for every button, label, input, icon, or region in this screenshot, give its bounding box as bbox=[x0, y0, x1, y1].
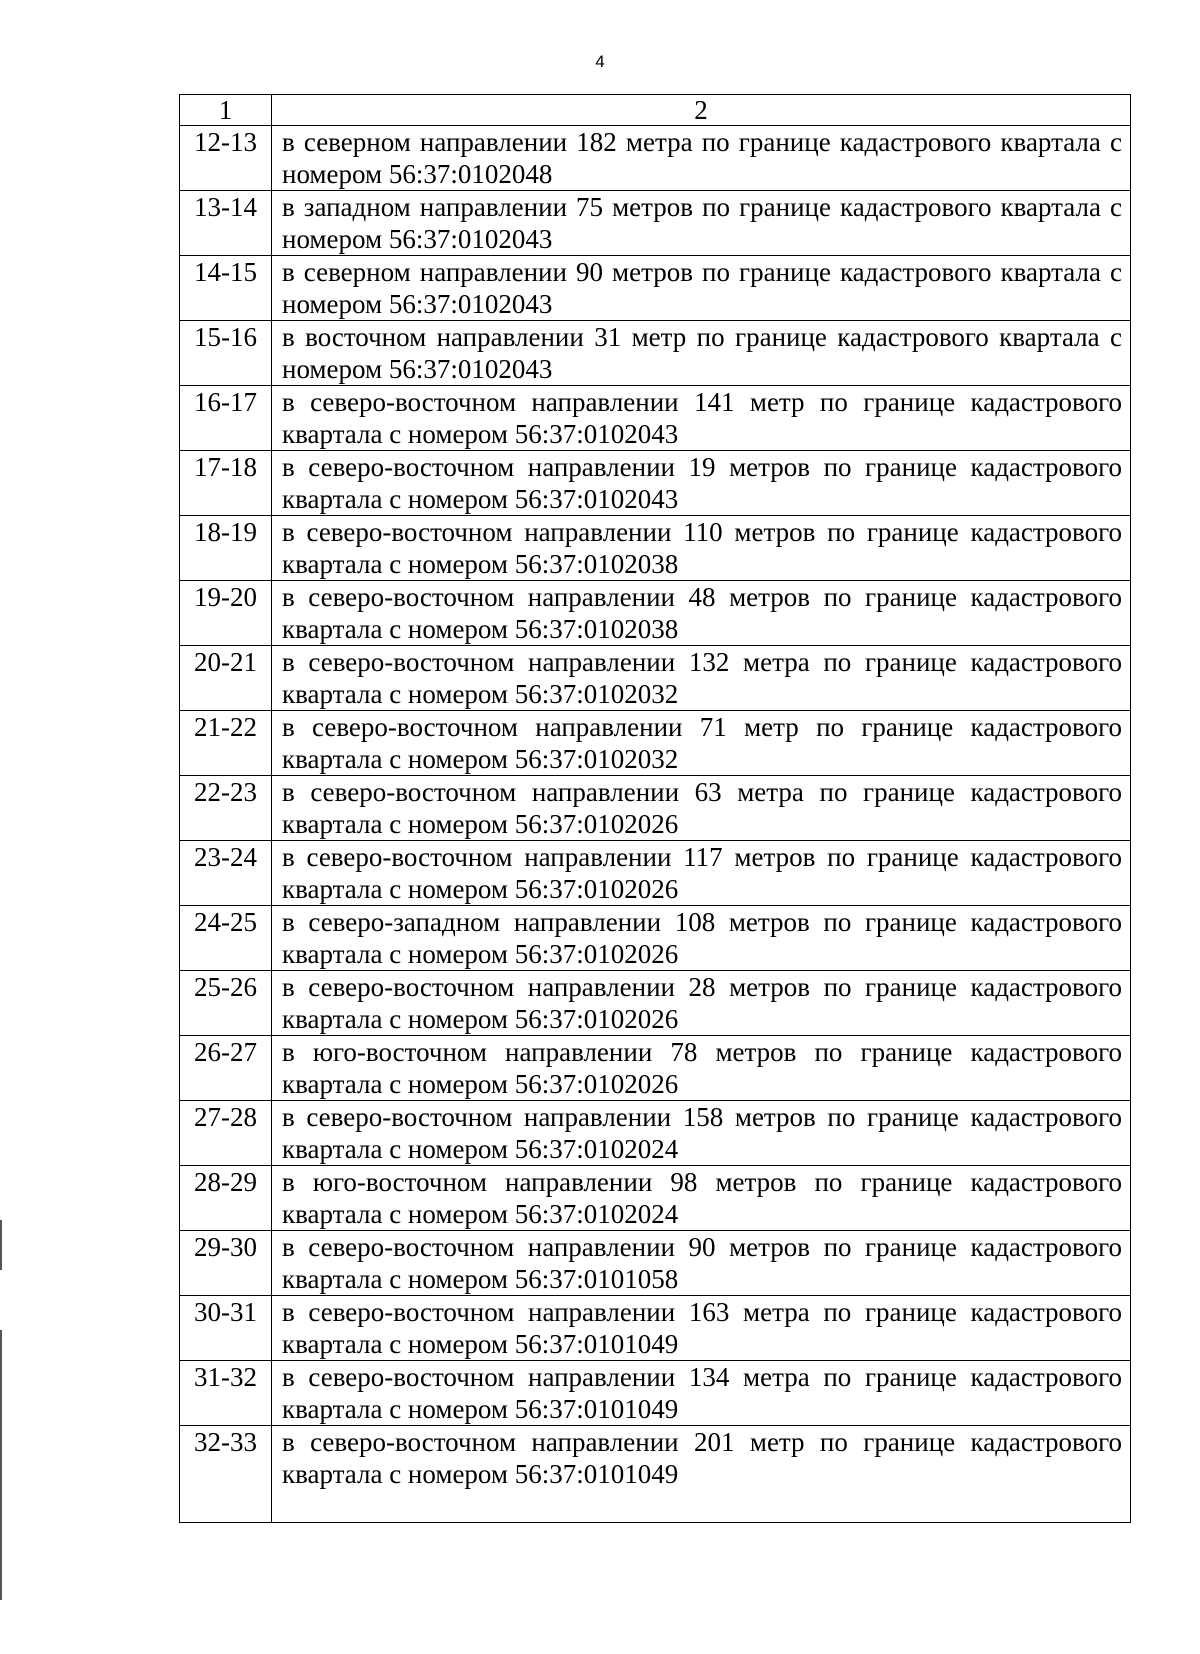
table-row bbox=[180, 906, 1131, 971]
segment-cell: 21-22 bbox=[180, 711, 272, 776]
description-cell: в северо-западном направлении 108 метров по границе кадастрового квартала с номером 56:37:0102026 bbox=[272, 906, 1131, 971]
segment-cell: 22-23 bbox=[180, 776, 272, 841]
segment-cell: 24-25 bbox=[180, 906, 272, 971]
description-cell: в юго-восточном направлении 98 метров по границе кадастрового квартала с номером 56:37:0102024 bbox=[272, 1166, 1131, 1231]
table-header-row bbox=[180, 95, 1131, 126]
table-row bbox=[180, 321, 1131, 386]
page-number: 4 bbox=[595, 52, 605, 71]
description-cell: в северо-восточном направлении 117 метров по границе кадастрового квартала с номером 56:37:0102026 bbox=[272, 841, 1131, 906]
segment-cell: 19-20 bbox=[180, 581, 272, 646]
description-cell: в северо-восточном направлении 28 метров по границе кадастрового квартала с номером 56:37:0102026 bbox=[272, 971, 1131, 1036]
segment-cell: 25-26 bbox=[180, 971, 272, 1036]
segment-cell: 32-33 bbox=[180, 1426, 272, 1523]
segment-cell: 30-31 bbox=[180, 1296, 272, 1361]
description-cell: в северо-восточном направлении 201 метр по границе кадастрового квартала с номером 56:37:0101049 bbox=[272, 1426, 1131, 1523]
segment-cell: 20-21 bbox=[180, 646, 272, 711]
description-cell: в северо-восточном направлении 48 метров по границе кадастрового квартала с номером 56:37:0102038 bbox=[272, 581, 1131, 646]
description-cell: в восточном направлении 31 метр по границе кадастрового квартала с номером 56:37:0102043 bbox=[272, 321, 1131, 386]
segment-cell: 15-16 bbox=[180, 321, 272, 386]
table-row bbox=[180, 646, 1131, 711]
table-row bbox=[180, 386, 1131, 451]
description-cell: в западном направлении 75 метров по границе кадастрового квартала с номером 56:37:0102043 bbox=[272, 191, 1131, 256]
segment-cell: 16-17 bbox=[180, 386, 272, 451]
table-row bbox=[180, 581, 1131, 646]
table-row bbox=[180, 1296, 1131, 1361]
segment-cell: 12-13 bbox=[180, 126, 272, 191]
table-row bbox=[180, 451, 1131, 516]
segment-cell: 14-15 bbox=[180, 256, 272, 321]
table-row bbox=[180, 971, 1131, 1036]
description-cell: в северо-восточном направлении 163 метра по границе кадастрового квартала с номером 56:37:0101049 bbox=[272, 1296, 1131, 1361]
boundary-table bbox=[179, 94, 1131, 1523]
segment-cell: 23-24 bbox=[180, 841, 272, 906]
segment-cell: 28-29 bbox=[180, 1166, 272, 1231]
segment-cell: 26-27 bbox=[180, 1036, 272, 1101]
description-cell: в северо-восточном направлении 141 метр по границе кадастрового квартала с номером 56:37:0102043 bbox=[272, 386, 1131, 451]
description-cell: в юго-восточном направлении 78 метров по границе кадастрового квартала с номером 56:37:0102026 bbox=[272, 1036, 1131, 1101]
segment-cell: 27-28 bbox=[180, 1101, 272, 1166]
margin-mark bbox=[0, 1330, 2, 1600]
table-row bbox=[180, 516, 1131, 581]
table-row bbox=[180, 256, 1131, 321]
segment-cell: 31-32 bbox=[180, 1361, 272, 1426]
table-row bbox=[180, 1101, 1131, 1166]
table-row bbox=[180, 191, 1131, 256]
table-row bbox=[180, 1036, 1131, 1101]
segment-cell: 29-30 bbox=[180, 1231, 272, 1296]
description-cell: в северо-восточном направлении 110 метров по границе кадастрового квартала с номером 56:37:0102038 bbox=[272, 516, 1131, 581]
table-row bbox=[180, 1361, 1131, 1426]
description-cell: в северо-восточном направлении 19 метров по границе кадастрового квартала с номером 56:37:0102043 bbox=[272, 451, 1131, 516]
description-cell: в северо-восточном направлении 158 метров по границе кадастрового квартала с номером 56:37:0102024 bbox=[272, 1101, 1131, 1166]
table-row bbox=[180, 1426, 1131, 1523]
column-header-segment: 1 bbox=[180, 95, 272, 126]
description-cell: в северо-восточном направлении 63 метра по границе кадастрового квартала с номером 56:37:0102026 bbox=[272, 776, 1131, 841]
column-header-description: 2 bbox=[272, 95, 1131, 126]
description-cell: в северо-восточном направлении 132 метра по границе кадастрового квартала с номером 56:37:0102032 bbox=[272, 646, 1131, 711]
segment-cell: 18-19 bbox=[180, 516, 272, 581]
description-cell: в северо-восточном направлении 90 метров по границе кадастрового квартала с номером 56:37:0101058 bbox=[272, 1231, 1131, 1296]
segment-cell: 13-14 bbox=[180, 191, 272, 256]
segment-cell: 17-18 bbox=[180, 451, 272, 516]
description-cell: в северо-восточном направлении 134 метра по границе кадастрового квартала с номером 56:37:0101049 bbox=[272, 1361, 1131, 1426]
table-row bbox=[180, 841, 1131, 906]
description-cell: в северном направлении 182 метра по границе кадастрового квартала с номером 56:37:0102048 bbox=[272, 126, 1131, 191]
table-row bbox=[180, 126, 1131, 191]
table-row bbox=[180, 1231, 1131, 1296]
table-row bbox=[180, 711, 1131, 776]
description-cell: в северо-восточном направлении 71 метр по границе кадастрового квартала с номером 56:37:0102032 bbox=[272, 711, 1131, 776]
table-row bbox=[180, 1166, 1131, 1231]
margin-mark bbox=[0, 1220, 2, 1270]
description-cell: в северном направлении 90 метров по границе кадастрового квартала с номером 56:37:0102043 bbox=[272, 256, 1131, 321]
table-row bbox=[180, 776, 1131, 841]
